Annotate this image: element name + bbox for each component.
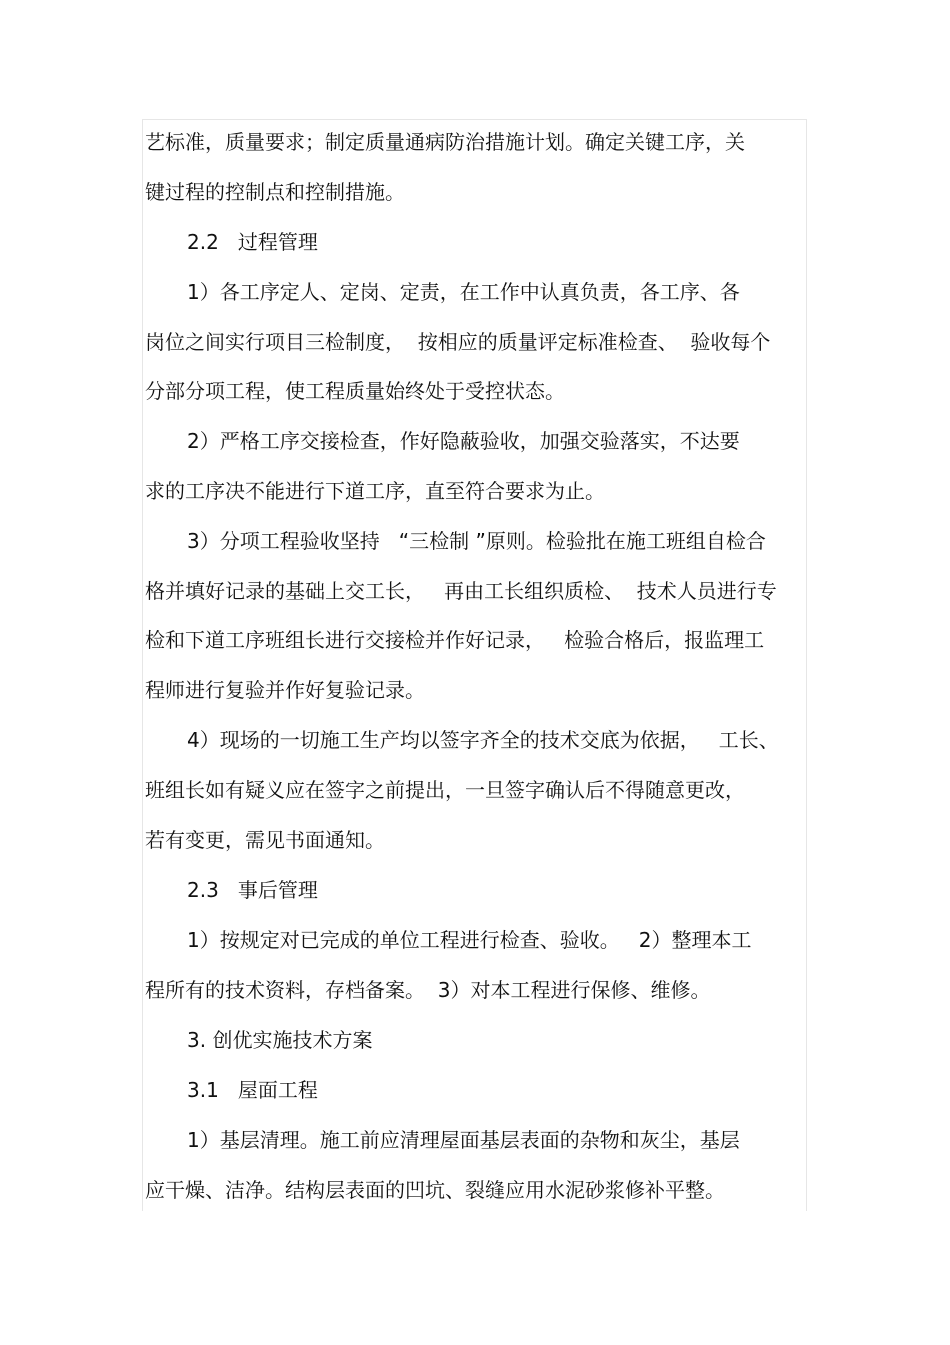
paragraph-line: 若有变更，需见书面通知。 (145, 828, 385, 852)
section-heading-3-1: 3.1 屋面工程 (187, 1078, 318, 1102)
paragraph-line: 应干燥、洁净。结构层表面的凹坑、裂缝应用水泥砂浆修补平整。 (145, 1178, 725, 1202)
paragraph-line: 检和下道工序班组长进行交接检并作好记录， 检验合格后，报监理工 (145, 628, 765, 652)
paragraph-line: 分部分项工程，使工程质量始终处于受控状态。 (145, 379, 565, 403)
paragraph-line: 艺标准，质量要求；制定质量通病防治措施计划。确定关键工序，关 (145, 130, 745, 154)
paragraph-line: 格并填好记录的基础上交工长， 再由工长组织质检、 技术人员进行专 (145, 579, 777, 603)
paragraph-line: 1）按规定对已完成的单位工程进行检查、验收。 2）整理本工 (187, 928, 752, 952)
paragraph-line: 求的工序决不能进行下道工序，直至符合要求为止。 (145, 479, 605, 503)
paragraph-line: 3）分项工程验收坚持 “三检制 ”原则。检验批在施工班组自检合 (187, 529, 766, 553)
section-heading-2-2: 2.2 过程管理 (187, 230, 318, 254)
paragraph-line: 班组长如有疑义应在签字之前提出，一旦签字确认后不得随意更改， (145, 778, 745, 802)
paragraph-line: 4）现场的一切施工生产均以签字齐全的技术交底为依据， 工长、 (187, 728, 779, 752)
paragraph-line: 程所有的技术资料，存档备案。 3）对本工程进行保修、维修。 (145, 978, 711, 1002)
section-heading-2-3: 2.3 事后管理 (187, 878, 318, 902)
paragraph-line: 1）各工序定人、定岗、定责，在工作中认真负责，各工序、各 (187, 280, 740, 304)
paragraph-line: 程师进行复验并作好复验记录。 (145, 678, 425, 702)
paragraph-line: 岗位之间实行项目三检制度， 按相应的质量评定标准检查、 验收每个 (145, 330, 771, 354)
paragraph-line: 1）基层清理。施工前应清理屋面基层表面的杂物和灰尘，基层 (187, 1128, 740, 1152)
paragraph-line: 2）严格工序交接检查，作好隐蔽验收，加强交验落实，不达要 (187, 429, 740, 453)
section-heading-3: 3. 创优实施技术方案 (187, 1028, 373, 1052)
paragraph-line: 键过程的控制点和控制措施。 (145, 180, 405, 204)
